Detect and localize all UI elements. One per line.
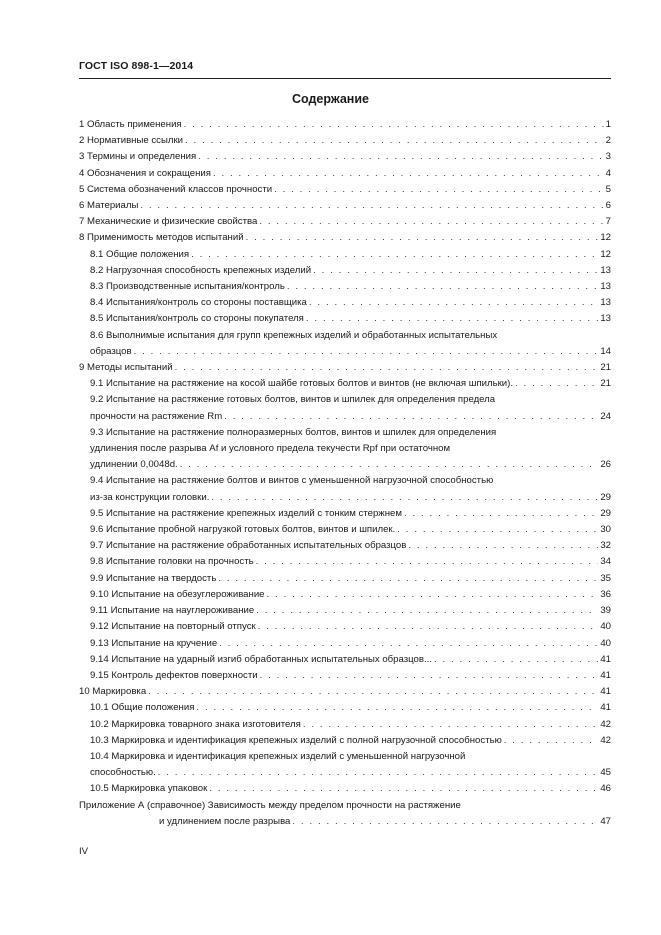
toc-entry-page: 7 [605,216,611,228]
toc-entry-line: 10.4 Маркировка и идентификация крепежных изделий с уменьшенной нагрузочной [90,750,466,762]
toc-leader-dots [274,182,604,198]
toc-entry[interactable] [79,166,611,182]
toc-entry-label: прочности на растяжение Rm [90,410,223,422]
toc-entry-label: 8.5 Испытания/контроль со стороны покупателя [90,313,304,325]
toc-entry-page: 40 [600,621,611,633]
toc-entry[interactable] [79,263,611,279]
toc-entry-page: 4 [605,167,611,179]
toc-entry-label: и удлинением после разрыва [159,815,291,827]
toc-leader-dots [175,360,599,376]
toc-entry[interactable] [79,522,611,538]
toc-entry-label: 3 Термины и определения [79,151,197,163]
toc-entry[interactable] [79,652,611,668]
toc-entry-page: 13 [600,313,611,325]
toc-entry[interactable] [79,587,611,603]
toc-entry-page: 21 [600,378,611,390]
toc-entry-page: 30 [600,524,611,536]
toc-leader-dots [309,295,598,311]
toc-entry-label: 8.3 Производственные испытания/контроль [90,281,285,293]
toc-entry[interactable] [79,311,611,327]
toc-leader-dots [397,522,598,538]
toc-entry[interactable] [79,571,611,587]
toc-leader-dots [287,279,599,295]
toc-entry-label: 10.2 Маркировка товарного знака изготовителя [90,718,301,730]
toc-leader-dots [134,344,599,360]
toc-entry-label: 9.13 Испытание на кручение [90,637,218,649]
page-number: IV [79,846,89,857]
toc-entry-label: удлинении 0,0048d. [90,459,178,471]
toc-entry-page: 6 [605,200,611,212]
toc-entry-label: 9.11 Испытание на науглероживание [90,605,255,617]
toc-entry[interactable] [79,295,611,311]
toc-entry[interactable] [79,603,611,619]
toc-leader-dots [259,214,603,230]
toc-entry[interactable] [79,198,611,214]
toc-entry-label: из-за конструкции головки. [90,491,210,503]
toc-entry-label: 10.3 Маркировка и идентификация крепежных изделий с полной нагрузочной способностью [90,734,502,746]
toc-entry-page: 5 [605,183,611,195]
toc-leader-dots [180,457,599,473]
toc-leader-dots [209,781,598,797]
toc-entry[interactable] [79,538,611,554]
toc-entry-line: Приложение А (справочное) Зависимость между пределом прочности на растяжение [79,799,461,811]
toc-entry[interactable] [79,765,611,781]
toc-leader-dots [515,376,598,392]
toc-leader-dots [211,490,598,506]
toc-entry-page: 39 [600,605,611,617]
toc-entry[interactable] [79,668,611,684]
page-title: Содержание [291,92,369,106]
header-rule [79,78,611,79]
toc-entry-page: 29 [600,491,611,503]
toc-entry[interactable] [79,182,611,198]
toc-entry[interactable] [79,457,611,473]
toc-entry-label: способностью. [90,767,156,779]
toc-entry-page: 12 [600,248,611,260]
toc-entry-label: 9.10 Испытание на обезуглероживание [90,588,265,600]
toc-entry[interactable] [79,247,611,263]
toc-entry-label: 9.9 Испытание на твердость [90,572,217,584]
toc-entry-page: 46 [600,783,611,795]
toc-entry-page: 40 [600,637,611,649]
toc-entry-label: 9.12 Испытание на повторный отпуск [90,621,256,633]
toc-leader-dots [218,571,598,587]
toc-leader-dots [267,587,599,603]
toc-entry[interactable] [79,554,611,570]
toc-leader-dots [140,198,603,214]
toc-leader-dots [408,538,598,554]
toc-entry[interactable] [79,409,611,425]
toc-entry[interactable] [79,700,611,716]
toc-entry[interactable] [79,376,611,392]
toc-entry-page: 14 [600,345,611,357]
toc-entry[interactable] [79,506,611,522]
toc-entry-page: 47 [600,815,611,827]
toc-entry[interactable] [79,133,611,149]
toc-entry[interactable] [79,636,611,652]
toc-entry-page: 3 [605,151,611,163]
toc-entry-label: 1 Область применения [79,119,182,130]
toc-entry-line: 9.4 Испытание на растяжение болтов и винтов с уменьшенной нагрузочной способностью [90,475,494,487]
toc-entry[interactable] [79,117,611,133]
toc-entry-page: 41 [600,686,611,698]
toc-leader-dots [185,133,604,149]
toc-entry[interactable] [79,490,611,506]
toc-entry[interactable] [79,344,611,360]
toc-leader-dots [213,166,604,182]
toc-entry-label: 9.7 Испытание на растяжение обработанных испытательных образцов [90,540,407,552]
table-of-contents [79,117,611,830]
toc-leader-dots [258,619,599,635]
toc-entry-page: 41 [600,653,611,665]
toc-entry-page: 13 [600,281,611,293]
toc-leader-dots [292,814,598,830]
toc-leader-dots [256,554,599,570]
toc-leader-dots [303,717,598,733]
toc-leader-dots [404,506,598,522]
toc-entry-page: 45 [600,767,611,779]
toc-leader-dots [191,247,598,263]
toc-leader-dots [313,263,598,279]
toc-entry-page: 42 [600,718,611,730]
toc-entry-page: 21 [600,362,611,374]
toc-entry-label: 9.6 Испытание пробной нагрузкой готовых болтов, винтов и шпилек. [90,524,396,536]
toc-leader-dots [246,230,599,246]
toc-entry-page: 41 [600,702,611,714]
toc-entry[interactable] [79,619,611,635]
toc-leader-dots [504,733,599,749]
toc-entry-label: 10.5 Маркировка упаковок [90,783,208,795]
toc-leader-dots [184,117,604,133]
toc-leader-dots [224,409,598,425]
toc-entry-label: 5 Система обозначений классов прочности [79,183,273,195]
toc-entry-label: 10.1 Общие положения [90,702,195,714]
toc-entry[interactable] [79,214,611,230]
toc-entry[interactable] [79,360,611,376]
toc-entry-label: 9.5 Испытание на растяжение крепежных изделий с тонким стержнем [90,507,402,519]
toc-leader-dots [260,668,599,684]
toc-entry-label: 6 Материалы [79,200,139,212]
toc-entry-label: 9 Методы испытаний [79,362,173,374]
toc-entry[interactable] [79,684,611,700]
toc-entry-page: 35 [600,572,611,584]
toc-entry-line: 9.3 Испытание на растяжение полноразмерных болтов, винтов и шпилек для определения [90,426,497,438]
toc-entry-line: 9.2 Испытание на растяжение готовых болтов, винтов и шпилек для определения предела [90,394,496,406]
toc-entry-label: 10 Маркировка [79,686,147,698]
toc-entry-label: образцов [90,345,132,357]
toc-entry-page: 32 [600,540,611,552]
toc-entry-label: 8.1 Общие положения [90,248,190,260]
toc-entry-line: 8.6 Выполнимые испытания для групп крепежных изделий и обработанных испытательных [90,329,498,341]
document-header: ГОСТ ISO 898-1—2014 [79,60,194,72]
toc-entry-label: 7 Механические и физические свойства [79,216,258,228]
toc-entry-page: 26 [600,459,611,471]
toc-entry-label: 8.4 Испытания/контроль со стороны поставщика [90,297,307,309]
toc-entry[interactable] [79,149,611,165]
toc-leader-dots [434,652,598,668]
toc-entry[interactable] [79,733,611,749]
toc-entry-label: 8.2 Нагрузочная способность крепежных изделий [90,264,312,276]
toc-entry-label: 9.1 Испытание на растяжение на косой шайбе готовых болтов и винтов (не включая шпильки). [90,378,514,390]
toc-entry[interactable] [79,230,611,246]
toc-leader-dots [219,636,598,652]
toc-entry-page: 13 [600,297,611,309]
toc-entry-line: удлинения после разрыва Af и условного предела текучести Rpf при остаточном [90,443,451,455]
toc-leader-dots [306,311,598,327]
toc-entry-label: 4 Обозначения и сокращения [79,167,211,179]
toc-entry[interactable] [79,781,611,797]
toc-entry-label: 2 Нормативные ссылки [79,135,184,147]
toc-entry-page: 12 [600,232,611,244]
toc-entry-page: 41 [600,669,611,681]
toc-entry[interactable] [79,279,611,295]
toc-entry-page: 1 [605,119,611,130]
toc-leader-dots [256,603,598,619]
toc-entry[interactable] [79,717,611,733]
toc-entry-page: 13 [600,264,611,276]
toc-leader-dots [198,149,603,165]
toc-entry-page: 29 [600,507,611,519]
toc-entry-page: 36 [600,588,611,600]
toc-entry[interactable] [79,814,611,830]
toc-entry-page: 2 [605,135,611,147]
toc-entry-label: 8 Применимость методов испытаний [79,232,244,244]
toc-entry-page: 42 [600,734,611,746]
toc-entry-page: 24 [600,410,611,422]
toc-entry-page: 34 [600,556,611,568]
toc-leader-dots [196,700,598,716]
toc-entry-label: 9.15 Контроль дефектов поверхности [90,669,258,681]
toc-entry-label: 9.14 Испытание на ударный изгиб обработанных испытательных образцов... [90,653,432,665]
toc-leader-dots [158,765,599,781]
toc-entry-label: 9.8 Испытание головки на прочность [90,556,254,568]
toc-leader-dots [148,684,598,700]
